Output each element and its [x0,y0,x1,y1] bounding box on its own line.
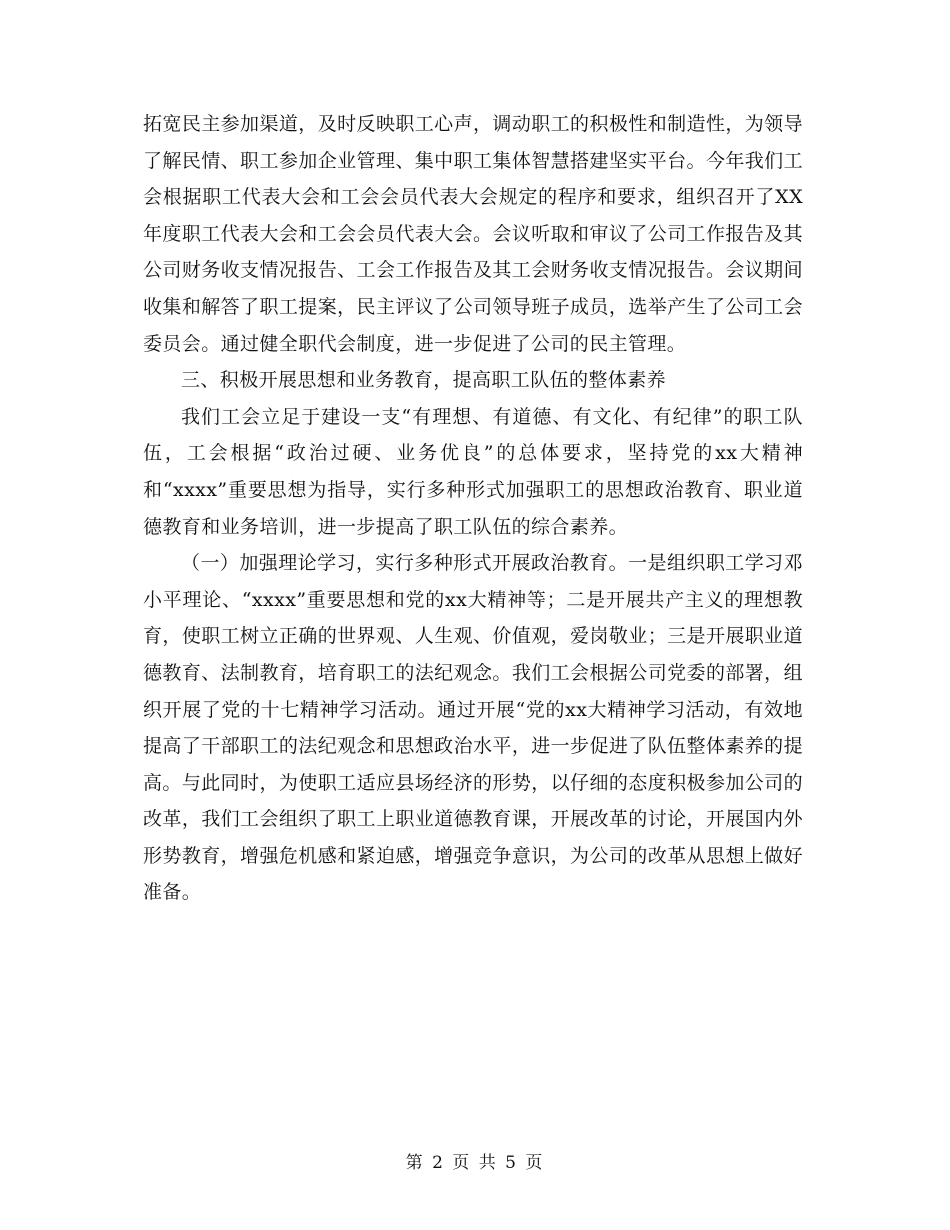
section-heading-education: 三、积极开展思想和业务教育，提高职工队伍的整体素养 [181,369,667,392]
page-number-footer: 第 2 页 共 5 页 [405,1153,545,1173]
paragraph-workforce-quality: 我们工会立足于建设一支“有理想、有道德、有文化、有纪律”的职工队伍，工会根据“政治过硬、业务优良”的总体要求，坚持党的xx大精神和“xxxx”重要思想为指导，实行多种形式加强职工的思想政治教育、职业道德教育和业务培训，进一步提高了职工队伍的综合素养。 [143,405,803,538]
paragraph-theory-study: （一）加强理论学习，实行多种形式开展政治教育。一是组织职工学习邓小平理论、“xxxx”重要思想和党的xx大精神等；二是开展共产主义的理想教育，使职工树立正确的世界观、人生观、价值观，爱岗敬业；三是开展职业道德教育、法制教育，培育职工的法纪观念。我们工会根据公司党委的部署，组织开展了党的十七精神学习活动。通过开展“党的xx大精神学习活动，有效地提高了干部职工的法纪观念和思想政治水平，进一步促进了队伍整体素养的提高。与此同时，为使职工适应县场经济的形势，以仔细的态度积极参加公司的改革，我们工会组织了职工上职业道德教育课，开展改革的讨论，开展国内外形势教育，增强危机感和紧迫感，增强竞争意识，为公司的改革从思想上做好准备。 [143,552,803,904]
document-body [143,106,803,911]
paragraph-democratic-management: 拓宽民主参加渠道，及时反映职工心声，调动职工的积极性和制造性，为领导了解民情、职工参加企业管理、集中职工集体智慧搭建坚实平台。今年我们工会根据职工代表大会和工会会员代表大会规定的程序和要求，组织召开了XX年度职工代表大会和工会会员代表大会。会议听取和审议了公司工作报告及其公司财务收支情况报告、工会工作报告及其工会财务收支情况报告。会议期间收集和解答了职工提案，民主评议了公司领导班子成员，选举产生了公司工会委员会。通过健全职代会制度，进一步促进了公司的民主管理。 [143,113,803,355]
